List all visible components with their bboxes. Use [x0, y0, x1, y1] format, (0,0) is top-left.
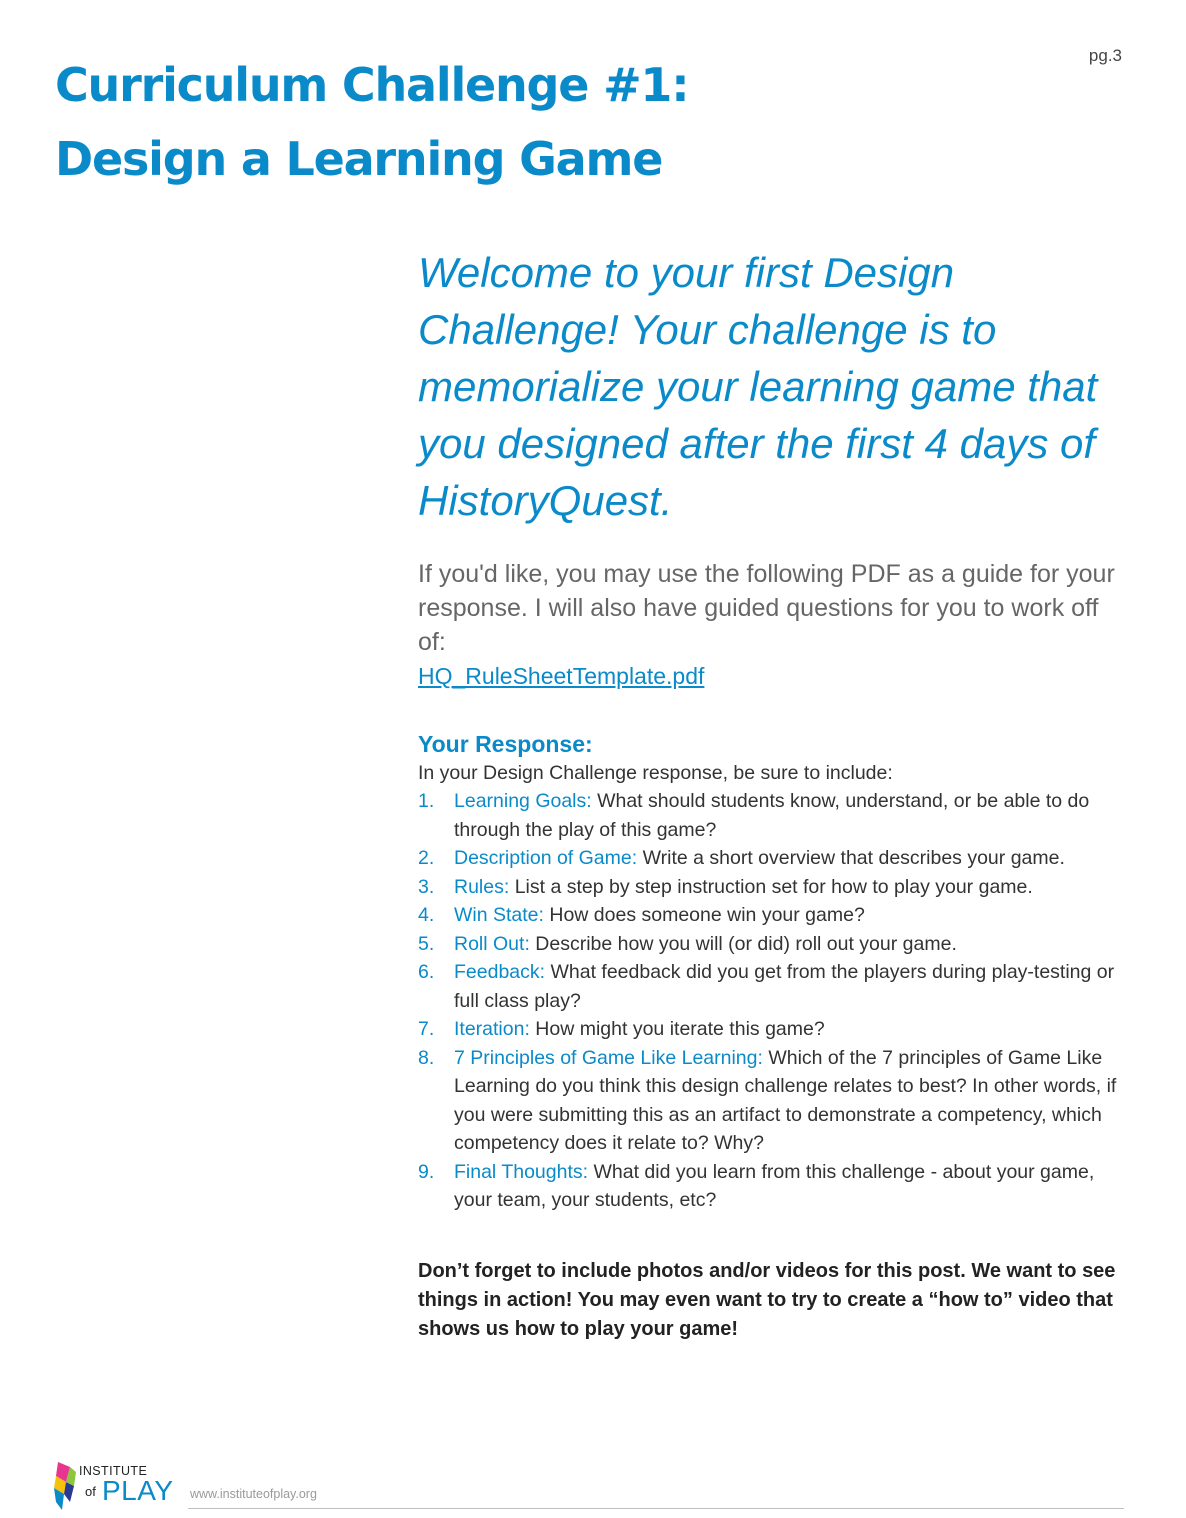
- list-item-text: Write a short overview that describes your game.: [637, 847, 1065, 869]
- logo-text-of: of: [85, 1484, 96, 1499]
- list-item-label: 7 Principles of Game Like Learning:: [454, 1046, 763, 1069]
- list-item-label: Learning Goals:: [454, 790, 592, 812]
- list-item-number: 6.: [418, 961, 435, 983]
- footer-url[interactable]: www.instituteofplay.org: [190, 1487, 317, 1501]
- list-item-number: 8.: [418, 1046, 435, 1069]
- response-heading: Your Response:: [418, 731, 593, 757]
- list-item: [418, 1015, 1130, 1044]
- list-item-label: Final Thoughts:: [454, 1160, 589, 1183]
- list-item-text: How might you iterate this game?: [529, 1018, 825, 1040]
- institute-of-play-logo: [54, 1462, 184, 1512]
- list-item-text: List a step by step instruction set for how to play your game.: [509, 875, 1033, 898]
- list-item: [418, 1044, 1130, 1158]
- list-item: [418, 901, 1130, 930]
- list-item: [418, 844, 1130, 873]
- list-item: [418, 930, 1130, 959]
- rule-sheet-template-link[interactable]: HQ_RuleSheetTemplate.pdf: [418, 663, 705, 689]
- list-item-label: Roll Out:: [454, 932, 530, 955]
- list-item-label: Feedback:: [454, 961, 546, 983]
- list-item-text: What should students know, understand, or be able to do through the play of this game?: [454, 790, 1090, 841]
- main-content: [418, 244, 1130, 1344]
- footer-divider: [188, 1508, 1124, 1509]
- list-item-label: Win State:: [454, 904, 544, 926]
- list-item-text: What did you learn from this challenge - about your game, your team, your students, etc?: [454, 1160, 1095, 1211]
- intro-text: Welcome to your first Design Challenge! Your challenge is to memorialize your learning game that you designed after the first 4 days of HistoryQuest.: [418, 249, 1098, 524]
- logo-text-institute: INSTITUTE: [79, 1464, 148, 1478]
- list-item: [418, 958, 1130, 1015]
- page-title-line-1: Curriculum Challenge #1:: [55, 58, 689, 112]
- logo-mark-icon: [54, 1462, 78, 1510]
- guide-paragraph: [418, 557, 1130, 693]
- list-item-text: Describe how you will (or did) roll out your game.: [529, 932, 957, 955]
- list-item-number: 5.: [418, 932, 435, 955]
- response-item-list: [418, 787, 1130, 1215]
- list-item-text: Which of the 7 principles of Game Like Learning do you think this design challenge relates to best? In other words, if you were submitting this as an artifact to demonstrate a competency, which competency does it relate to? Why?: [454, 1046, 1117, 1154]
- list-item: [418, 787, 1130, 844]
- list-item-label: Description of Game:: [454, 847, 638, 869]
- page-title: [55, 48, 1015, 196]
- list-item-number: 9.: [418, 1160, 435, 1183]
- response-intro: In your Design Challenge response, be sure to include:: [418, 762, 893, 784]
- logo-text-play: PLAY: [102, 1475, 174, 1506]
- list-item-number: 1.: [418, 790, 435, 812]
- guide-text: If you'd like, you may use the following PDF as a guide for your response. I will also have guided questions for you to work off of:: [418, 560, 1115, 656]
- closing-note: Don’t forget to include photos and/or videos for this post. We want to see things in action! You may even want to try to create a “how to” video that shows us how to play your game!: [418, 1259, 1116, 1340]
- list-item-text: How does someone win your game?: [543, 904, 865, 926]
- list-item-number: 2.: [418, 847, 435, 869]
- list-item-text: What feedback did you get from the players during play-testing or full class play?: [454, 961, 1115, 1012]
- page-number: pg.3: [1088, 46, 1122, 65]
- list-item-number: 7.: [418, 1018, 435, 1040]
- list-item: [418, 873, 1130, 902]
- list-item: [418, 1158, 1130, 1215]
- list-item-number: 4.: [418, 904, 435, 926]
- page-title-line-2: Design a Learning Game: [55, 132, 663, 186]
- list-item-label: Iteration:: [454, 1018, 530, 1040]
- list-item-number: 3.: [418, 875, 435, 898]
- list-item-label: Rules:: [454, 875, 510, 898]
